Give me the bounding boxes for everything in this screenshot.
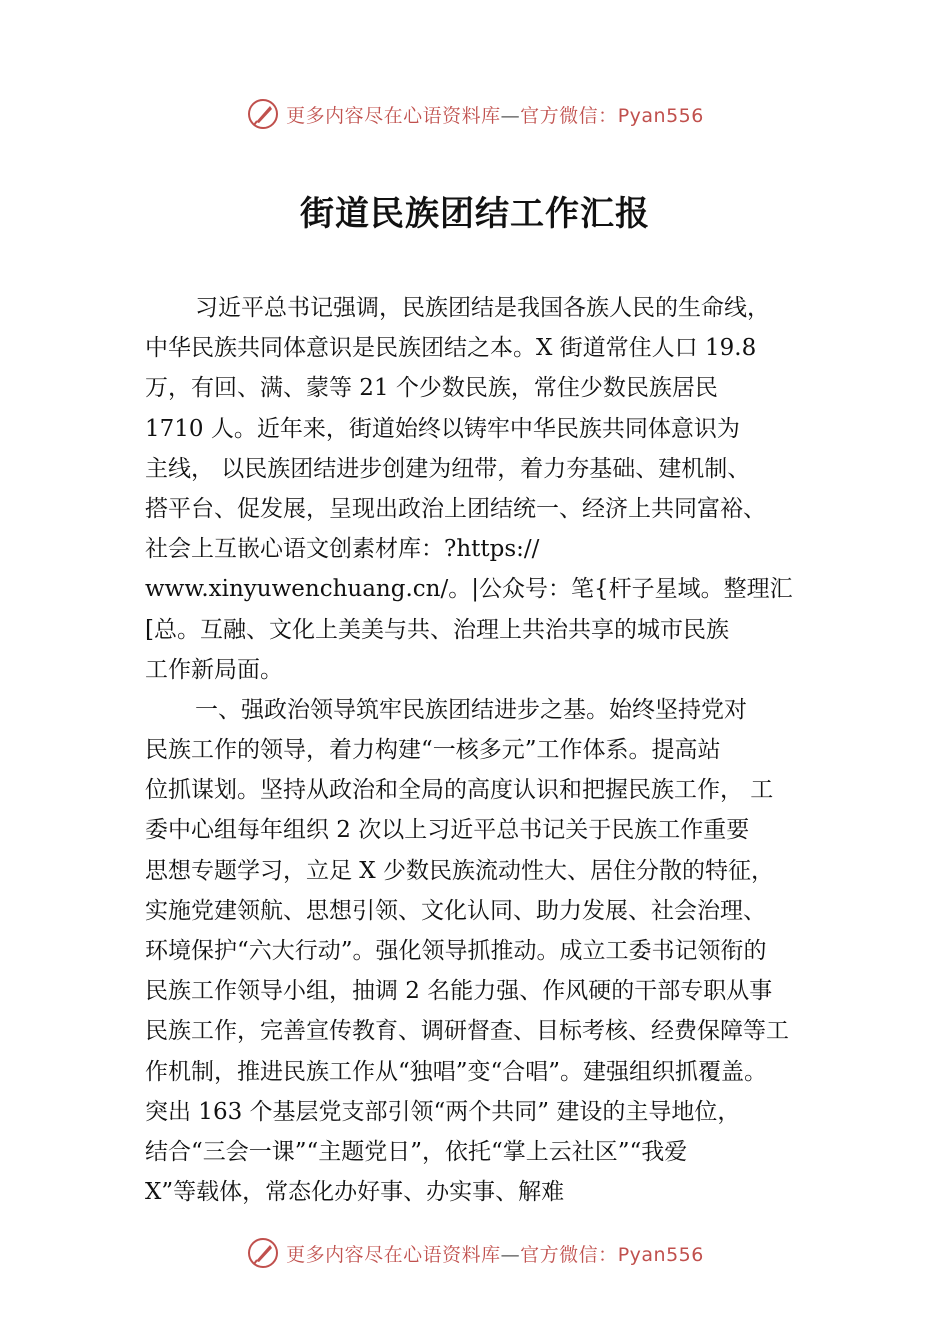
body-line: www.xinyuwenchuang.cn/。|公众号：笔{杆子星域。整理汇 [145, 576, 793, 603]
body-line: 突出 163 个基层党支部引领“两个共同” 建设的主导地位， [145, 1098, 741, 1125]
body-line: 一、强政治领导筑牢民族团结进步之基。始终坚持党对 [195, 696, 747, 723]
banner-text [286, 101, 704, 128]
body-line: 实施党建领航、思想引领、文化认同、助力发展、社会治理、 [145, 897, 766, 924]
body-line: 委中心组每年组织 2 次以上习近平总书记关于民族工作重要 [145, 817, 750, 844]
header-banner [0, 94, 950, 134]
body-line: 民族工作的领导，着力构建“一核多元”工作体系。提高站 [145, 737, 721, 764]
banner-wechat-id: Pyan556 [617, 104, 704, 127]
quill-logo-icon [246, 97, 280, 131]
body-line: 民族工作领导小组，抽调 2 名能力强、作风硬的干部专职从事 [145, 978, 773, 1005]
body-line: 中华民族共同体意识是民族团结之本。X 街道常住人口 19.8 [145, 335, 757, 362]
banner-wechat-id: Pyan556 [617, 1243, 704, 1266]
body-line: 1710 人。近年来，街道始终以铸牢中华民族共同体意识为 [145, 415, 740, 442]
body-line: 结合“三会一课”“主题党日”，依托“掌上云社区”“我爱 [145, 1138, 688, 1165]
body-line: 思想专题学习，立足 X 少数民族流动性大、居住分散的特征， [145, 857, 774, 884]
body-line: X”等载体，常态化办好事、办实事、解难 [145, 1179, 565, 1206]
body-line: [总。互融、文化上美美与共、治理上共治共享的城市民族 [145, 616, 729, 643]
document-body [145, 288, 835, 1212]
document-title: 街道民族团结工作汇报 [300, 194, 650, 234]
banner-text [286, 1240, 704, 1267]
body-line: 位抓谋划。坚持从政治和全局的高度认识和把握民族工作， 工 [145, 777, 774, 804]
body-line: 主线， 以民族团结进步创建为纽带，着力夯基础、建机制、 [145, 455, 751, 482]
body-line: 工作新局面。 [145, 656, 283, 683]
banner-main: 更多内容尽在心语资料库 [286, 1243, 501, 1266]
body-line: 社会上互嵌心语文创素材库：?https:// [145, 536, 540, 563]
body-line: 万，有回、满、蒙等 21 个少数民族，常住少数民族居民 [145, 375, 718, 402]
body-line: 作机制，推进民族工作从“独唱”变“合唱”。建强组织抓覆盖。 [145, 1058, 768, 1085]
banner-separator: — [500, 1243, 521, 1266]
body-line: 习近平总书记强调，民族团结是我国各族人民的生命线， [195, 295, 770, 321]
body-line: 环境保护“六大行动”。强化领导抓推动。成立工委书记领衔的 [145, 938, 767, 964]
banner-separator: — [500, 104, 521, 127]
footer-banner [0, 1233, 950, 1273]
body-line: 民族工作，完善宣传教育、调研督查、目标考核、经费保障等工 [145, 1018, 789, 1045]
quill-logo-icon [246, 1236, 280, 1270]
banner-wechat-label: 官方微信： [520, 1243, 618, 1266]
banner-main: 更多内容尽在心语资料库 [286, 104, 501, 127]
body-line: 搭平台、促发展，呈现出政治上团结统一、经济上共同富裕、 [145, 495, 766, 522]
banner-wechat-label: 官方微信： [520, 104, 618, 127]
